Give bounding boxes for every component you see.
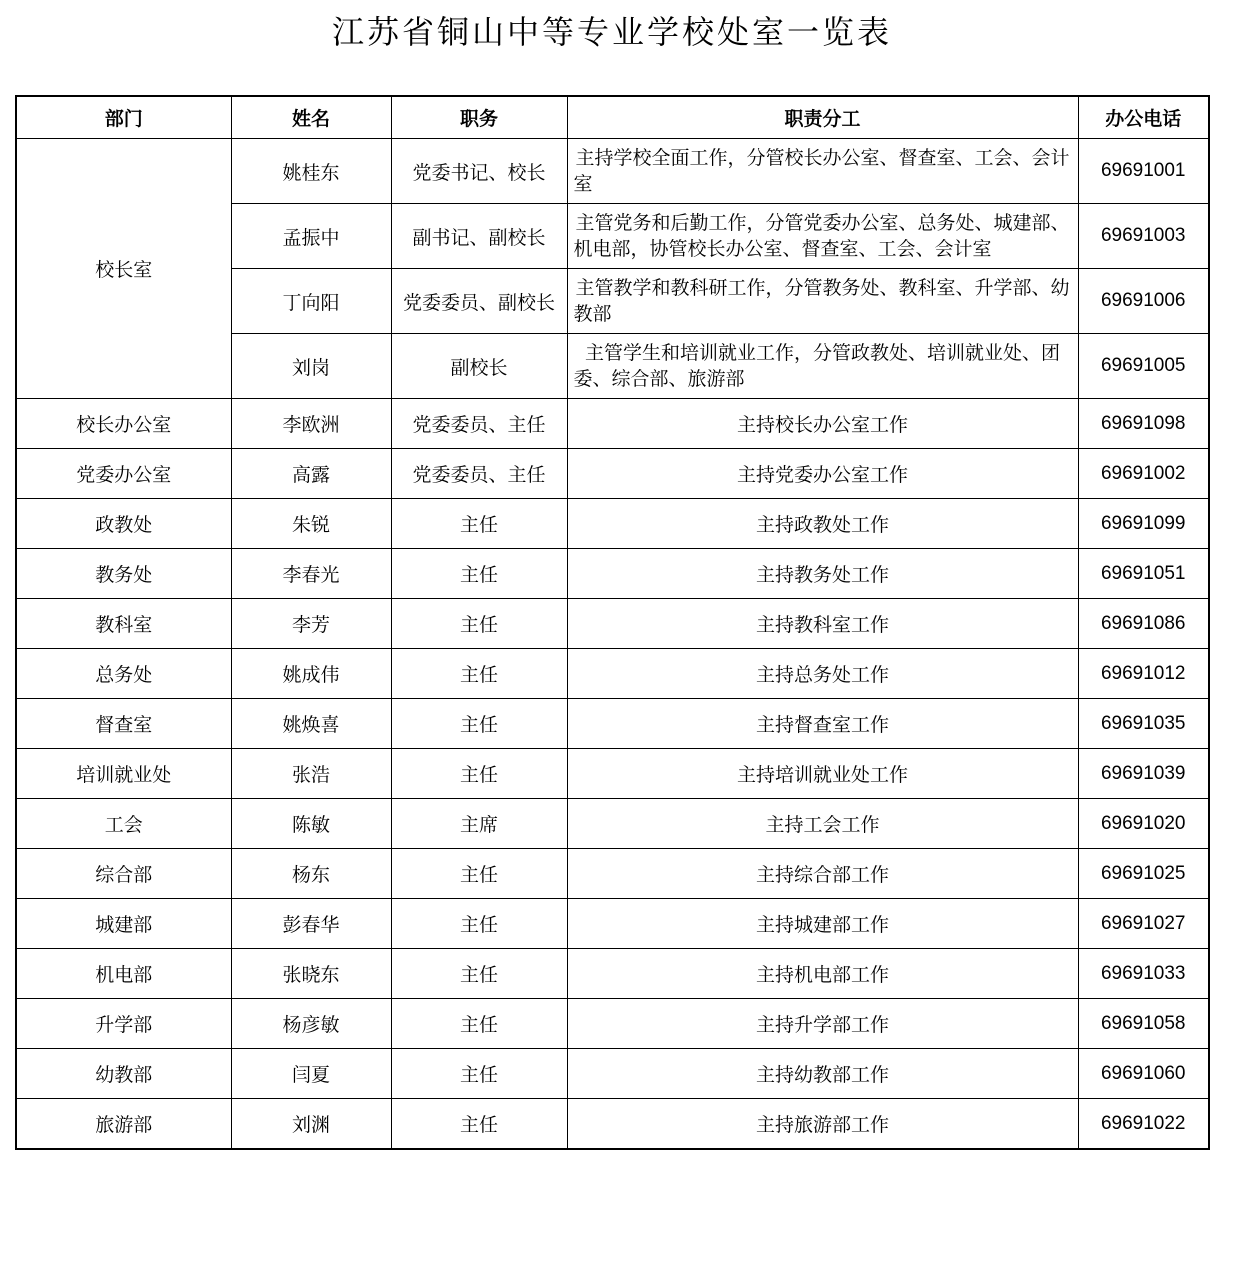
name-cell: 闫夏 (231, 1049, 391, 1099)
table-row (16, 399, 1209, 449)
duties-cell: 主持总务处工作 (567, 649, 1078, 699)
office-table (15, 95, 1210, 1150)
duties-cell: 主持升学部工作 (567, 999, 1078, 1049)
table-row (16, 599, 1209, 649)
dept-cell: 培训就业处 (16, 749, 231, 799)
duties-cell: 主持城建部工作 (567, 899, 1078, 949)
position-cell: 党委书记、校长 (391, 139, 567, 204)
phone-cell: 69691005 (1078, 334, 1209, 399)
phone-cell: 69691035 (1078, 699, 1209, 749)
header-dept: 部门 (16, 96, 231, 139)
dept-cell: 综合部 (16, 849, 231, 899)
position-cell: 主任 (391, 749, 567, 799)
name-cell: 陈敏 (231, 799, 391, 849)
table-row (16, 549, 1209, 599)
name-cell: 姚成伟 (231, 649, 391, 699)
position-cell: 主任 (391, 1049, 567, 1099)
dept-cell: 校长室 (16, 139, 231, 399)
phone-cell: 69691098 (1078, 399, 1209, 449)
table-row (16, 139, 1209, 204)
position-cell: 副书记、副校长 (391, 204, 567, 269)
phone-cell: 69691060 (1078, 1049, 1209, 1099)
position-cell: 党委委员、主任 (391, 399, 567, 449)
name-cell: 李春光 (231, 549, 391, 599)
table-row (16, 499, 1209, 549)
phone-cell: 69691027 (1078, 899, 1209, 949)
phone-cell: 69691003 (1078, 204, 1209, 269)
duties-cell: 主持工会工作 (567, 799, 1078, 849)
name-cell: 彭春华 (231, 899, 391, 949)
name-cell: 张晓东 (231, 949, 391, 999)
duties-cell: 主管学生和培训就业工作，分管政教处、培训就业处、团委、综合部、旅游部 (567, 334, 1078, 399)
table-row (16, 449, 1209, 499)
name-cell: 杨东 (231, 849, 391, 899)
dept-cell: 教科室 (16, 599, 231, 649)
position-cell: 主席 (391, 799, 567, 849)
duties-cell: 主持学校全面工作，分管校长办公室、督查室、工会、会计室 (567, 139, 1078, 204)
phone-cell: 69691012 (1078, 649, 1209, 699)
phone-cell: 69691039 (1078, 749, 1209, 799)
duties-cell: 主持机电部工作 (567, 949, 1078, 999)
name-cell: 高露 (231, 449, 391, 499)
duties-cell: 主持校长办公室工作 (567, 399, 1078, 449)
duties-cell: 主持教科室工作 (567, 599, 1078, 649)
name-cell: 姚桂东 (231, 139, 391, 204)
table-row (16, 999, 1209, 1049)
phone-cell: 69691051 (1078, 549, 1209, 599)
position-cell: 主任 (391, 599, 567, 649)
phone-cell: 69691033 (1078, 949, 1209, 999)
duties-cell: 主持幼教部工作 (567, 1049, 1078, 1099)
dept-cell: 总务处 (16, 649, 231, 699)
phone-cell: 69691058 (1078, 999, 1209, 1049)
dept-cell: 幼教部 (16, 1049, 231, 1099)
table-row (16, 849, 1209, 899)
dept-cell: 城建部 (16, 899, 231, 949)
name-cell: 孟振中 (231, 204, 391, 269)
position-cell: 主任 (391, 899, 567, 949)
phone-cell: 69691001 (1078, 139, 1209, 204)
phone-cell: 69691020 (1078, 799, 1209, 849)
dept-cell: 工会 (16, 799, 231, 849)
table-row (16, 649, 1209, 699)
table-row (16, 1099, 1209, 1150)
phone-cell: 69691006 (1078, 269, 1209, 334)
name-cell: 刘岗 (231, 334, 391, 399)
table-row (16, 1049, 1209, 1099)
position-cell: 主任 (391, 549, 567, 599)
phone-cell: 69691086 (1078, 599, 1209, 649)
duties-cell: 主管党务和后勤工作，分管党委办公室、总务处、城建部、机电部，协管校长办公室、督查室、工会、会计室 (567, 204, 1078, 269)
dept-cell: 旅游部 (16, 1099, 231, 1150)
phone-cell: 69691002 (1078, 449, 1209, 499)
table-row (16, 749, 1209, 799)
phone-cell: 69691025 (1078, 849, 1209, 899)
name-cell: 刘渊 (231, 1099, 391, 1150)
table-row (16, 799, 1209, 849)
position-cell: 主任 (391, 499, 567, 549)
position-cell: 主任 (391, 949, 567, 999)
position-cell: 主任 (391, 999, 567, 1049)
header-name: 姓名 (231, 96, 391, 139)
position-cell: 主任 (391, 649, 567, 699)
dept-cell: 党委办公室 (16, 449, 231, 499)
name-cell: 姚焕喜 (231, 699, 391, 749)
name-cell: 张浩 (231, 749, 391, 799)
name-cell: 杨彦敏 (231, 999, 391, 1049)
duties-cell: 主持党委办公室工作 (567, 449, 1078, 499)
duties-cell: 主持培训就业处工作 (567, 749, 1078, 799)
table-row (16, 699, 1209, 749)
name-cell: 李欧洲 (231, 399, 391, 449)
position-cell: 党委委员、主任 (391, 449, 567, 499)
name-cell: 朱锐 (231, 499, 391, 549)
phone-cell: 69691022 (1078, 1099, 1209, 1150)
dept-cell: 升学部 (16, 999, 231, 1049)
duties-cell: 主管教学和教科研工作，分管教务处、教科室、升学部、幼教部 (567, 269, 1078, 334)
page-title: 江苏省铜山中等专业学校处室一览表 (331, 13, 892, 51)
header-phone: 办公电话 (1078, 96, 1209, 139)
duties-cell: 主持政教处工作 (567, 499, 1078, 549)
dept-cell: 督查室 (16, 699, 231, 749)
position-cell: 主任 (391, 1099, 567, 1150)
table-header-row (16, 96, 1209, 139)
position-cell: 主任 (391, 849, 567, 899)
dept-cell: 机电部 (16, 949, 231, 999)
header-duties: 职责分工 (567, 96, 1078, 139)
dept-cell: 教务处 (16, 549, 231, 599)
name-cell: 李芳 (231, 599, 391, 649)
position-cell: 主任 (391, 699, 567, 749)
header-position: 职务 (391, 96, 567, 139)
duties-cell: 主持旅游部工作 (567, 1099, 1078, 1150)
duties-cell: 主持教务处工作 (567, 549, 1078, 599)
position-cell: 副校长 (391, 334, 567, 399)
duties-cell: 主持综合部工作 (567, 849, 1078, 899)
dept-cell: 政教处 (16, 499, 231, 549)
table-row (16, 949, 1209, 999)
position-cell: 党委委员、副校长 (391, 269, 567, 334)
table-row (16, 899, 1209, 949)
phone-cell: 69691099 (1078, 499, 1209, 549)
duties-cell: 主持督查室工作 (567, 699, 1078, 749)
name-cell: 丁向阳 (231, 269, 391, 334)
dept-cell: 校长办公室 (16, 399, 231, 449)
